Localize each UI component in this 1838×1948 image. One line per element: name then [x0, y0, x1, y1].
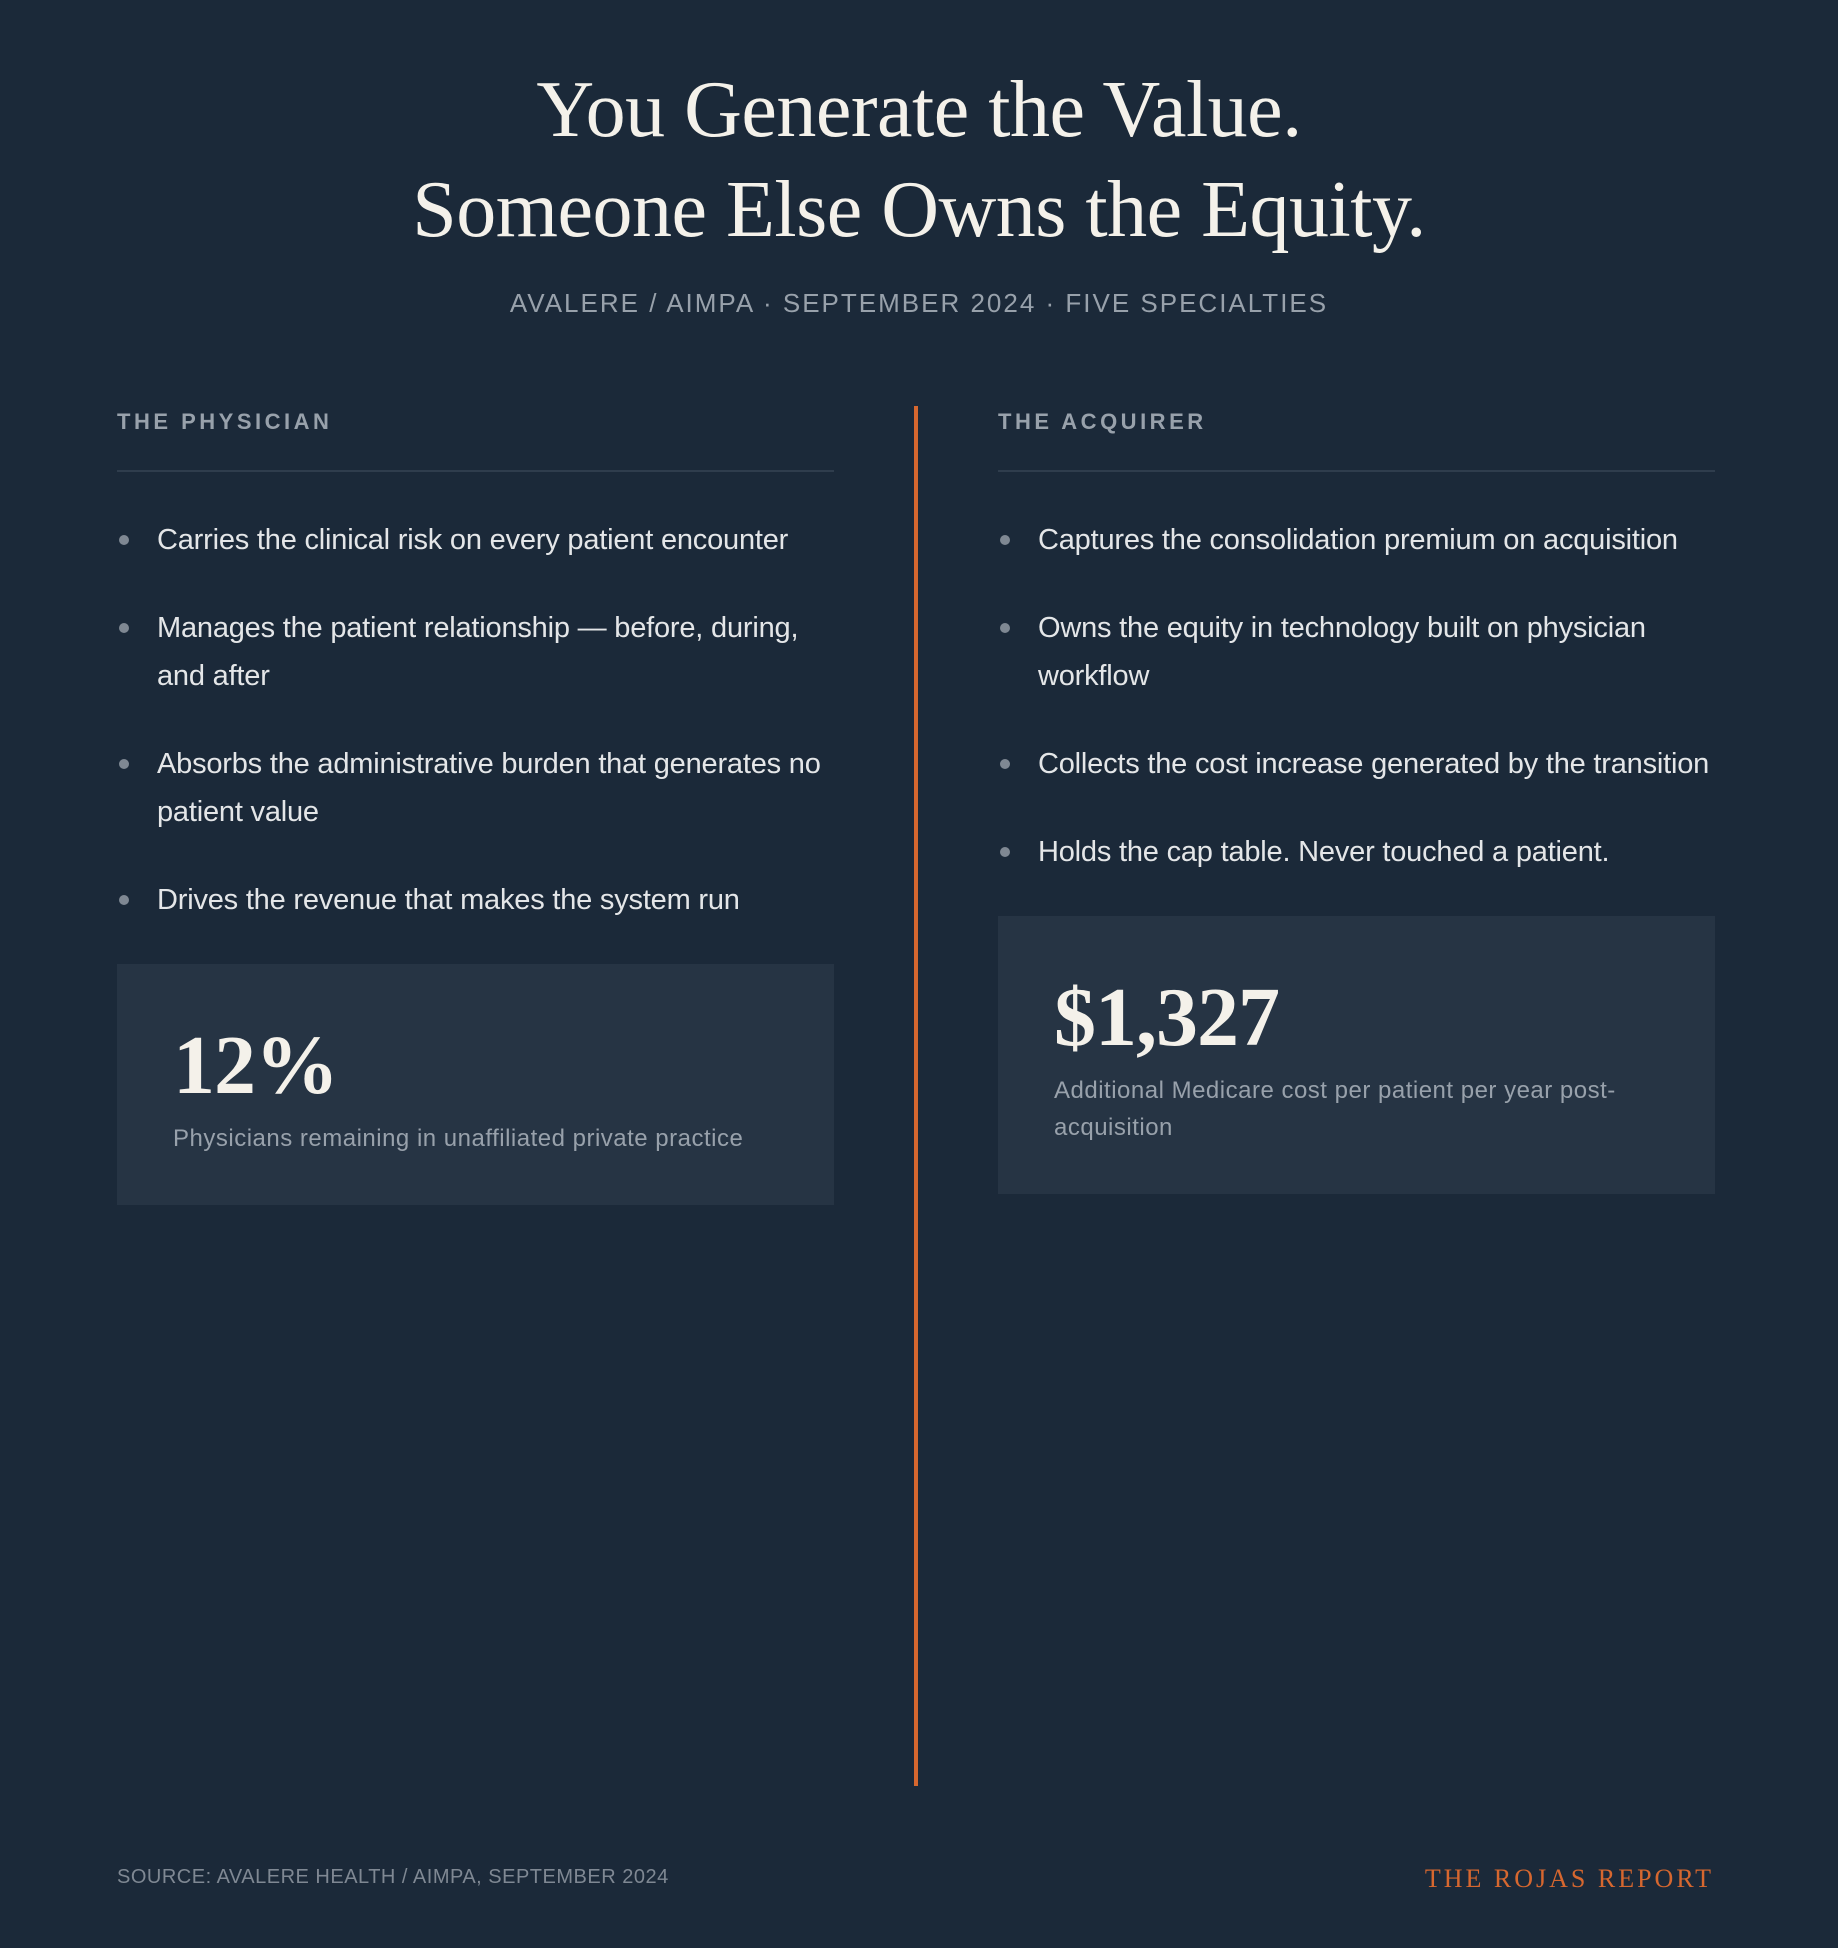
header [0, 60, 1838, 319]
list-item [998, 604, 1715, 700]
bullet-dot-icon [119, 759, 129, 769]
list-item-text: Captures the consolidation premium on acquisition [1038, 524, 1678, 556]
bullet-dot-icon [1000, 623, 1010, 633]
list-item [998, 516, 1715, 564]
list-item [998, 740, 1715, 788]
list-item [998, 828, 1715, 876]
acquirer-bullet-list [998, 516, 1715, 876]
page-title-line-2: Someone Else Owns the Equity. [412, 166, 1426, 254]
physician-column [117, 408, 834, 1205]
bullet-dot-icon [1000, 759, 1010, 769]
physician-stat-card [117, 964, 834, 1205]
list-item [117, 516, 834, 564]
page-title-line-1: You Generate the Value. [536, 66, 1302, 154]
bullet-dot-icon [119, 895, 129, 905]
bullet-dot-icon [1000, 535, 1010, 545]
bullet-dot-icon [1000, 847, 1010, 857]
acquirer-stat-value: $1,327 [1054, 971, 1279, 1064]
bullet-dot-icon [119, 623, 129, 633]
acquirer-column [998, 408, 1715, 1194]
list-item [117, 740, 834, 836]
physician-bullet-list [117, 516, 834, 924]
physician-column-label: THE PHYSICIAN [117, 409, 333, 434]
physician-column-rule [117, 470, 834, 472]
page-subtitle: AVALERE / AIMPA · SEPTEMBER 2024 · FIVE SPECIALTIES [509, 288, 1329, 318]
column-divider [914, 406, 918, 1786]
acquirer-column-label: THE ACQUIRER [998, 409, 1207, 434]
list-item-text: Collects the cost increase generated by the transition [1038, 748, 1710, 780]
physician-stat-label: Physicians remaining in unaffiliated private practice [173, 1125, 744, 1152]
list-item [117, 876, 834, 924]
footer-source: SOURCE: AVALERE HEALTH / AIMPA, SEPTEMBER 2024 [117, 1866, 669, 1888]
acquirer-column-rule [998, 470, 1715, 472]
list-item-text: Drives the revenue that makes the system run [157, 884, 740, 916]
physician-stat-value: 12% [173, 1019, 338, 1112]
bullet-dot-icon [119, 535, 129, 545]
list-item-text: Holds the cap table. Never touched a patient. [1038, 836, 1610, 868]
acquirer-stat-card [998, 916, 1715, 1194]
list-item-text: Carries the clinical risk on every patient encounter [157, 524, 789, 556]
list-item-text: Manages the patient relationship — before, during, and after [157, 612, 799, 692]
list-item-text: Owns the equity in technology built on physician workflow [1038, 612, 1646, 692]
list-item-text: Absorbs the administrative burden that generates no patient value [157, 748, 821, 828]
list-item [117, 604, 834, 700]
acquirer-stat-label: Additional Medicare cost per patient per year post-acquisition [1054, 1077, 1616, 1141]
footer-brand: THE ROJAS REPORT [1424, 1864, 1714, 1893]
